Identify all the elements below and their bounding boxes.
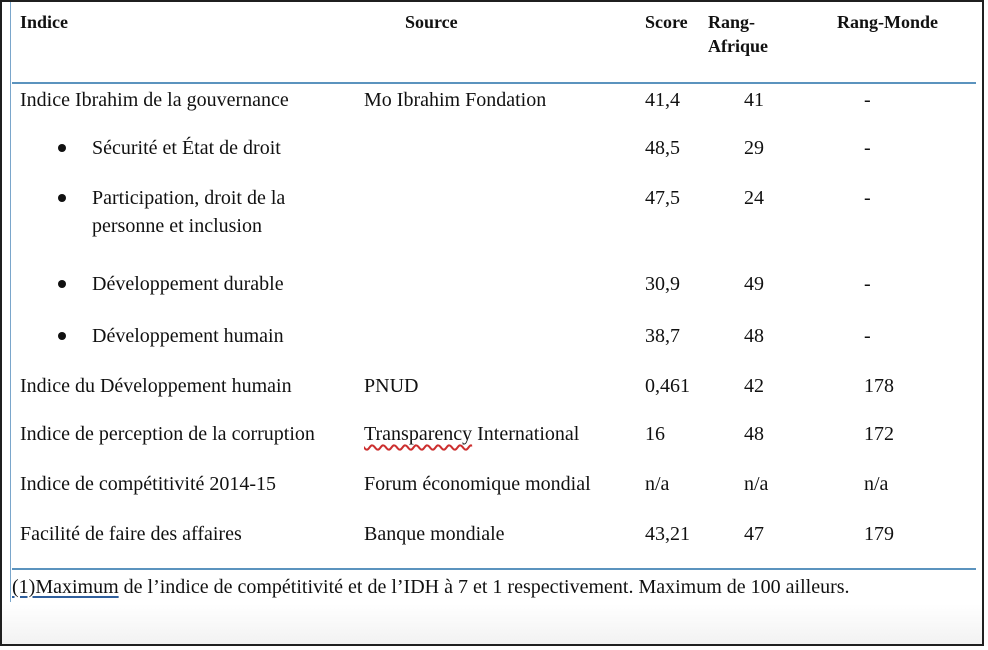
row-source: Mo Ibrahim Fondation — [364, 89, 547, 111]
row-score: 38,7 — [645, 325, 680, 347]
table-left-edge — [10, 2, 11, 602]
row-rang-monde: 178 — [864, 375, 894, 397]
row-rang-afrique: 48 — [744, 325, 764, 347]
row-indice: Indice de compétitivité 2014-15 — [20, 473, 277, 495]
row-indice: Développement humain — [92, 325, 284, 347]
bullet-icon — [58, 144, 66, 152]
footnote-prefix: (1)Maximum — [12, 576, 119, 598]
row-rang-afrique: 49 — [744, 273, 764, 295]
row-score: 43,21 — [645, 523, 690, 545]
row-source — [364, 420, 579, 448]
row-rang-monde: - — [864, 187, 871, 209]
header-score: Score — [645, 12, 688, 32]
row-rang-monde: 179 — [864, 523, 894, 545]
header-indice: Indice — [20, 12, 69, 32]
page-bottom-shadow — [2, 604, 982, 644]
row-indice: Indice du Développement humain — [20, 375, 292, 397]
row-score: 48,5 — [645, 137, 680, 159]
header-rang-monde: Rang-Monde — [837, 12, 939, 32]
row-rang-monde: n/a — [864, 473, 889, 495]
header-separator — [12, 82, 976, 84]
row-rang-afrique: 41 — [744, 89, 764, 111]
row-score: 41,4 — [645, 89, 680, 111]
spellcheck-underlined-source-part: Transparency — [364, 423, 473, 445]
row-indice: Indice de perception de la corruption — [20, 423, 315, 445]
row-indice: Participation, droit de la personne et inclusion — [92, 187, 286, 237]
row-source: PNUD — [364, 375, 419, 397]
row-rang-monde: - — [864, 325, 871, 347]
row-rang-afrique: 42 — [744, 375, 764, 397]
row-source: Banque mondiale — [364, 523, 505, 545]
row-score: 47,5 — [645, 187, 680, 209]
row-score: 0,461 — [645, 375, 690, 397]
row-indice: Sécurité et État de droit — [92, 137, 281, 159]
row-rang-afrique: 29 — [744, 137, 764, 159]
source-part-2: International — [472, 423, 580, 445]
row-rang-afrique: n/a — [744, 473, 769, 495]
row-rang-afrique: 47 — [744, 523, 764, 545]
header-source: Source — [405, 12, 458, 32]
bullet-icon — [58, 194, 66, 202]
row-rang-monde: - — [864, 137, 871, 159]
row-rang-monde: 172 — [864, 423, 894, 445]
row-rang-afrique: 48 — [744, 423, 764, 445]
footnote — [12, 574, 850, 600]
row-rang-afrique: 24 — [744, 187, 764, 209]
row-source: Forum économique mondial — [364, 473, 591, 495]
row-indice: Indice Ibrahim de la gouvernance — [20, 89, 289, 111]
row-indice: Développement durable — [92, 273, 284, 295]
row-score: 16 — [645, 423, 665, 445]
row-score: 30,9 — [645, 273, 680, 295]
bullet-icon — [58, 280, 66, 288]
footnote-text: de l’indice de compétitivité et de l’IDH à 7 et 1 respectivement. Maximum de 100 ailleurs. — [118, 576, 850, 598]
row-rang-monde: - — [864, 89, 871, 111]
bullet-icon — [58, 332, 66, 340]
header-rang-afrique: Rang- Afrique — [708, 12, 768, 56]
row-score: n/a — [645, 473, 670, 495]
row-indice: Facilité de faire des affaires — [20, 523, 242, 545]
row-rang-monde: - — [864, 273, 871, 295]
footer-separator — [12, 568, 976, 570]
